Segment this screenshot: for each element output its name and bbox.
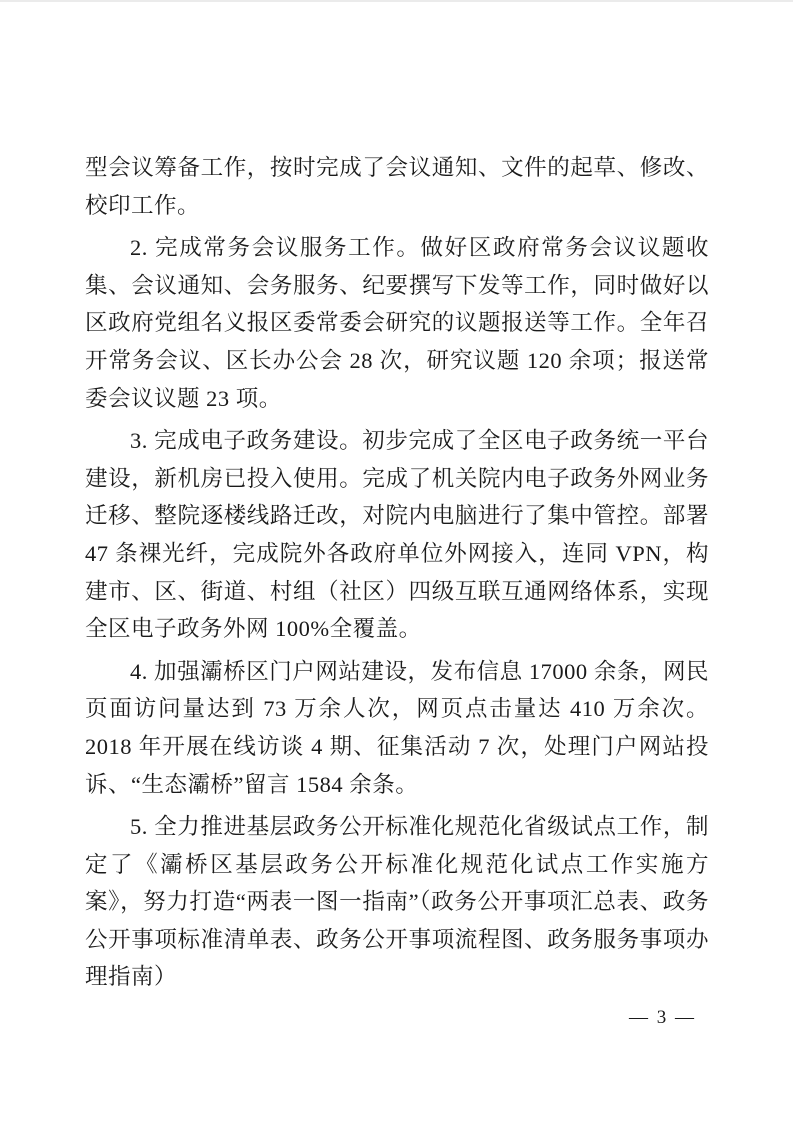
- paragraph-continuation: 型会议筹备工作，按时完成了会议通知、文件的起草、修改、校印工作。: [85, 155, 709, 218]
- scan-edge-top: [0, 0, 793, 2]
- paragraph-item-5: 5. 全力推进基层政务公开标准化规范化省级试点工作，制定了《灞桥区基层政务公开标准化规范化试点工作实施方案》，努力打造“两表一图一指南”（政务公开事项汇总表、政务公开事项标准清单表、政务公开事项流程图、政务服务事项办理指南）: [85, 814, 709, 990]
- document-body: [85, 149, 709, 1001]
- paragraph-item-4: 4. 加强灞桥区门户网站建设，发布信息 17000 余条，网民页面访问量达到 73 万余人次，网页点击量达 410 万余次。2018 年开展在线访谈 4 期、征集活动 7 次，处理门户网站投诉、“生态灞桥”留言 1584 余条。: [85, 658, 709, 797]
- paragraph-item-3: 3. 完成电子政务建设。初步完成了全区电子政务统一平台建设，新机房已投入使用。完成了机关院内电子政务外网业务迁移、整院逐楼线路迁改，对院内电脑进行了集中管控。部署 47 条裸光纤，完成院外各政府单位外网接入，连同 VPN，构建市、区、街道、村组（社区）四级互联互通网络体系，实现全区电子政务外网 100%全覆盖。: [85, 428, 709, 642]
- paragraph-item-2: 2. 完成常务会议服务工作。做好区政府常务会议议题收集、会议通知、会务服务、纪要撰写下发等工作，同时做好以区政府党组名义报区委常委会研究的议题报送等工作。全年召开常务会议、区长办公会 28 次，研究议题 120 余项；报送常委会议议题 23 项。: [85, 235, 709, 411]
- page-number: — 3 —: [629, 1007, 696, 1028]
